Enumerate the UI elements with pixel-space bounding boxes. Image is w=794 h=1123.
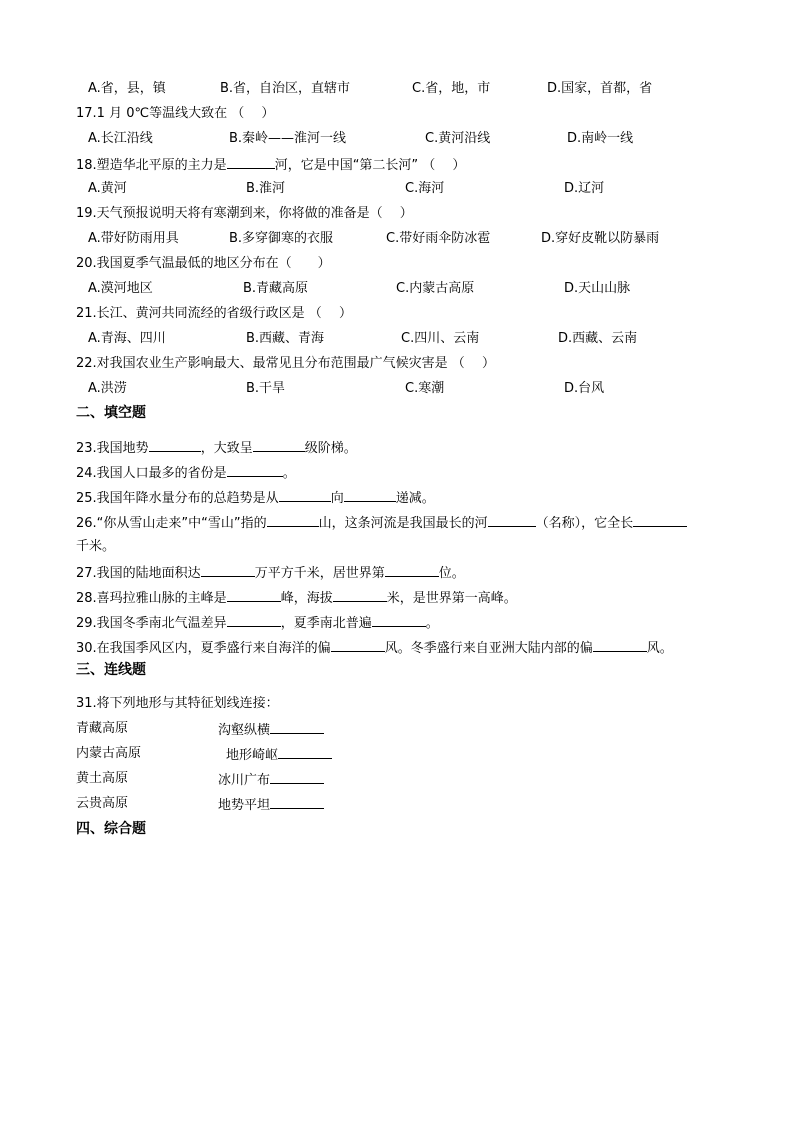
- q30-blank-2[interactable]: [593, 639, 647, 652]
- q24-text-a: 24.我国人口最多的省份是: [76, 466, 227, 481]
- q25-text-c: 递减。: [395, 491, 435, 506]
- q29: [76, 614, 439, 632]
- q24-blank-1[interactable]: [227, 464, 283, 477]
- q16-option-a[interactable]: A.省，县，镇: [88, 81, 166, 96]
- q22-stem: 22.对我国农业生产影响最大、最常见且分布范围最广气候灾害是 （ ）: [76, 356, 495, 371]
- q18-stem: [76, 156, 465, 174]
- q24-text-b: 。: [282, 466, 296, 481]
- q16-option-b[interactable]: B.省，自治区，直辖市: [220, 81, 351, 96]
- q21-option-c[interactable]: C.四川、云南: [401, 331, 480, 346]
- q20-stem: 20.我国夏季气温最低的地区分布在（ ）: [76, 256, 331, 271]
- q27-blank-1[interactable]: [201, 564, 255, 577]
- q16-option-d[interactable]: D.国家，首都，省: [547, 81, 653, 96]
- q28-blank-1[interactable]: [227, 589, 281, 602]
- q26-text-b: 山，这条河流是我国最长的河: [318, 516, 488, 531]
- q21-option-d[interactable]: D.西藏、云南: [558, 331, 638, 346]
- q31-right-text: 冰川广布: [218, 773, 271, 788]
- q31-stem: 31.将下列地形与其特征划线连接：: [76, 696, 279, 711]
- q22-option-b[interactable]: B.干旱: [246, 381, 286, 396]
- q21-option-a[interactable]: A.青海、四川: [88, 331, 166, 346]
- q25-blank-2[interactable]: [344, 489, 396, 502]
- q29-text-c: 。: [425, 616, 439, 631]
- q31-left-item[interactable]: 青藏高原: [76, 721, 129, 736]
- q18-option-c[interactable]: C.海河: [405, 181, 445, 196]
- q21-option-b[interactable]: B.西藏、青海: [246, 331, 325, 346]
- q31-left-item[interactable]: 黄土高原: [76, 771, 129, 786]
- q18-stem-part-a: 18.塑造华北平原的主力是: [76, 158, 227, 173]
- q23: [76, 439, 357, 457]
- q31-right-item[interactable]: [218, 796, 324, 814]
- section-fill-in-title: 二、填空题: [76, 405, 146, 421]
- q22-option-a[interactable]: A.洪涝: [88, 381, 127, 396]
- section-comprehensive-title: 四、综合题: [76, 821, 146, 837]
- q19-option-a[interactable]: A.带好防雨用具: [88, 231, 179, 246]
- q23-text-c: 级阶梯。: [304, 441, 357, 456]
- q26-text-a: 26.“你从雪山走来”中“雪山”指的: [76, 516, 267, 531]
- q17-option-a[interactable]: A.长江沿线: [88, 131, 153, 146]
- q23-blank-1[interactable]: [149, 439, 201, 452]
- q23-blank-2[interactable]: [253, 439, 305, 452]
- q18-blank[interactable]: [227, 156, 275, 169]
- q26-blank-2[interactable]: [488, 514, 536, 527]
- q31-right-blank[interactable]: [278, 746, 332, 759]
- q20-option-b[interactable]: B.青藏高原: [243, 281, 309, 296]
- q26-text-d: 千米。: [76, 539, 116, 554]
- q28-text-c: 米，是世界第一高峰。: [386, 591, 517, 606]
- q25-blank-1[interactable]: [279, 489, 331, 502]
- q27: [76, 564, 465, 582]
- q20-option-c[interactable]: C.内蒙古高原: [396, 281, 475, 296]
- q29-text-b: ，夏季南北普遍: [280, 616, 372, 631]
- q18-option-d[interactable]: D.辽河: [564, 181, 605, 196]
- q31-right-blank[interactable]: [270, 721, 324, 734]
- q31-right-text: 沟壑纵横: [218, 723, 271, 738]
- q27-text-c: 位。: [438, 566, 465, 581]
- q25: [76, 489, 435, 507]
- q17-option-b[interactable]: B.秦岭——淮河一线: [229, 131, 347, 146]
- q26-line-1: [76, 514, 687, 532]
- q19-option-c[interactable]: C.带好雨伞防冰雹: [386, 231, 491, 246]
- q23-text-b: ，大致呈: [200, 441, 253, 456]
- q19-option-d[interactable]: D.穿好皮靴以防暴雨: [541, 231, 660, 246]
- q30-blank-1[interactable]: [331, 639, 385, 652]
- q31-right-item[interactable]: [218, 771, 324, 789]
- q22-option-c[interactable]: C.寒潮: [405, 381, 445, 396]
- q31-right-item[interactable]: [226, 746, 332, 764]
- q30: [76, 639, 673, 657]
- q26-text-c: （名称），它全长: [535, 516, 634, 531]
- q17-option-d[interactable]: D.南岭一线: [567, 131, 634, 146]
- q31-right-text: 地势平坦: [218, 798, 271, 813]
- q28: [76, 589, 517, 607]
- q22-option-d[interactable]: D.台风: [564, 381, 605, 396]
- q31-right-blank[interactable]: [270, 796, 324, 809]
- q31-left-item[interactable]: 云贵高原: [76, 796, 129, 811]
- section-matching-title: 三、连线题: [76, 662, 146, 678]
- q19-option-b[interactable]: B.多穿御寒的衣服: [229, 231, 334, 246]
- q29-blank-1[interactable]: [227, 614, 281, 627]
- q27-text-a: 27.我国的陆地面积达: [76, 566, 201, 581]
- q30-text-c: 风。: [646, 641, 673, 656]
- q26-blank-1[interactable]: [267, 514, 319, 527]
- q23-text-a: 23.我国地势: [76, 441, 149, 456]
- q28-blank-2[interactable]: [333, 589, 387, 602]
- q18-option-b[interactable]: B.淮河: [246, 181, 286, 196]
- q19-stem: 19.天气预报说明天将有寒潮到来，你将做的准备是（ ）: [76, 206, 413, 221]
- q18-stem-part-b: 河，它是中国“第二长河” （ ）: [274, 158, 466, 173]
- q31-right-text: 地形崎岖: [226, 748, 279, 763]
- q20-option-a[interactable]: A.漠河地区: [88, 281, 153, 296]
- q18-option-a[interactable]: A.黄河: [88, 181, 127, 196]
- q27-blank-2[interactable]: [385, 564, 439, 577]
- q17-option-c[interactable]: C.黄河沿线: [425, 131, 491, 146]
- q31-right-item[interactable]: [218, 721, 324, 739]
- q29-blank-2[interactable]: [372, 614, 426, 627]
- q30-text-b: 风。冬季盛行来自亚洲大陆内部的偏: [384, 641, 593, 656]
- q21-stem: 21.长江、黄河共同流经的省级行政区是 （ ）: [76, 306, 352, 321]
- q17-stem: 17.1 月 0℃等温线大致在 （ ）: [76, 106, 275, 121]
- q25-text-b: 向: [330, 491, 344, 506]
- q31-right-blank[interactable]: [270, 771, 324, 784]
- q29-text-a: 29.我国冬季南北气温差异: [76, 616, 227, 631]
- q28-text-b: 峰，海拔: [280, 591, 333, 606]
- q24: [76, 464, 296, 482]
- q31-left-item[interactable]: 内蒙古高原: [76, 746, 142, 761]
- q20-option-d[interactable]: D.天山山脉: [564, 281, 631, 296]
- q25-text-a: 25.我国年降水量分布的总趋势是从: [76, 491, 279, 506]
- q28-text-a: 28.喜玛拉雅山脉的主峰是: [76, 591, 227, 606]
- q30-text-a: 30.在我国季风区内，夏季盛行来自海洋的偏: [76, 641, 331, 656]
- q27-text-b: 万平方千米，居世界第: [254, 566, 385, 581]
- q16-option-c[interactable]: C.省，地，市: [412, 81, 491, 96]
- q26-blank-3[interactable]: [633, 514, 687, 527]
